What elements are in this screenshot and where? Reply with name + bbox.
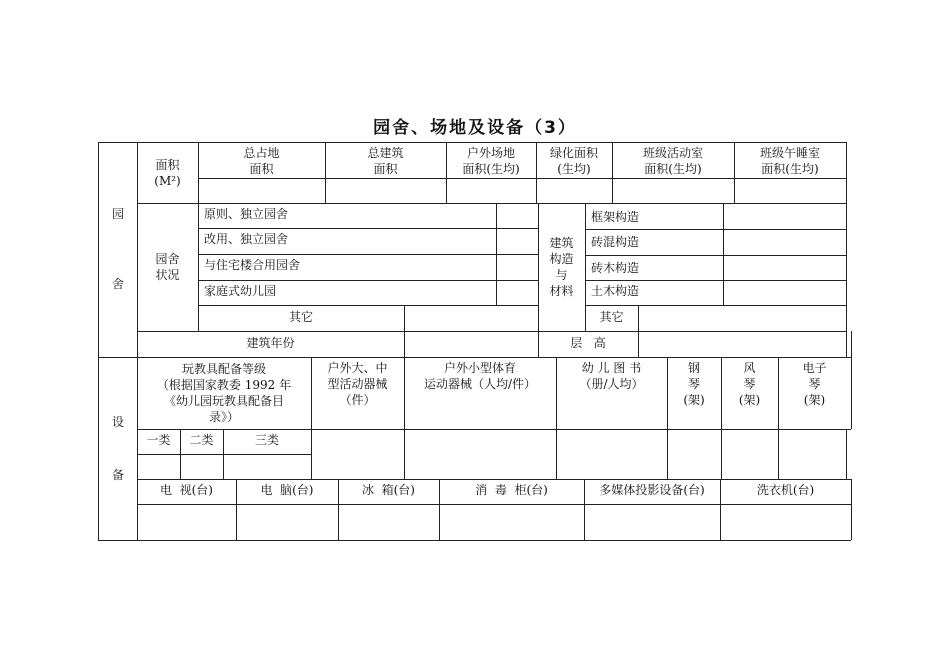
outdoor-large-equipment-header: 户外大、中 型活动器械 （件） (327, 361, 388, 407)
outdoor-small-equipment-header: 户外小型体育 运动器械（人均/件） (423, 361, 537, 391)
status-row-label: 原则、独立园舍 (204, 207, 289, 221)
grade-row-bottom (137, 454, 311, 455)
status-label: 园舍 状况 (155, 252, 180, 282)
other-value-line (638, 305, 639, 331)
equipment-border-right-lower (846, 429, 847, 479)
appliance-header: 多媒体投影设备(台) (599, 483, 705, 497)
page-title: 园舍、场地及设备（3） (373, 118, 577, 138)
area-col-header: 总建筑 面积 (367, 145, 404, 176)
other-value-line (404, 305, 405, 357)
appliance-header: 消 毒 柜(台) (475, 483, 548, 497)
piano-header: 钢 琴 (架) (683, 361, 705, 407)
grade-three-label: 三类 (254, 433, 279, 447)
appliance-header: 电 脑(台) (260, 483, 314, 497)
structure-value-line (723, 203, 724, 305)
structure-label: 建筑 构造 与 材料 (549, 236, 574, 298)
structure-row-label: 土木构造 (591, 283, 640, 298)
area-label: 面积 (M²) (154, 157, 181, 188)
section-label-she2: 设 (111, 415, 124, 429)
electronic-keyboard-header: 电子 琴 (架) (802, 361, 827, 407)
status-row-label: 家庭式幼儿园 (204, 284, 277, 298)
table-border-right-a (846, 142, 847, 357)
section-label-yuan: 园 (111, 207, 124, 221)
appliance-header: 洗衣机(台) (756, 483, 815, 497)
section-label-she: 舍 (111, 277, 124, 291)
status-row-label: 改用、独立园舍 (204, 232, 289, 246)
table-border-bottom (98, 540, 851, 541)
appliance-header: 电 视(台) (160, 483, 213, 497)
structure-other-label: 其它 (599, 310, 624, 324)
area-col-header: 班级午睡室 面积(生均) (759, 145, 820, 176)
children-books-header: 幼 儿 图 书 （册/人均） (579, 361, 644, 391)
area-col-header: 绿化面积 (生均) (549, 145, 598, 176)
organ-header: 风 琴 (架) (738, 361, 761, 407)
grade-two-label: 二类 (189, 433, 214, 447)
structure-row-label: 砖木构造 (591, 260, 640, 275)
appliance-header-bottom (137, 504, 851, 505)
grade-one-label: 一类 (146, 433, 171, 447)
building-year-label: 建筑年份 (246, 336, 295, 350)
area-header-bottom (198, 178, 846, 179)
floors-value-line (638, 331, 639, 357)
appliance-border-right (851, 479, 852, 540)
floor-height-label: 层 高 (570, 336, 606, 350)
equipment-border-right (851, 357, 852, 429)
table-border-right-row (851, 331, 852, 357)
status-value-line (496, 203, 497, 305)
status-row-label: 与住宅楼合用园舍 (204, 258, 301, 272)
area-col-header: 总占地 面积 (243, 145, 280, 176)
appliance-header: 冰 箱(台) (362, 483, 415, 497)
area-col-header: 班级活动室 面积(生均) (642, 145, 703, 176)
section-label-bei: 备 (111, 468, 124, 482)
status-other-label: 其它 (288, 310, 313, 324)
structure-row-label: 砖混构造 (591, 235, 640, 249)
area-col-header: 户外场地 面积(生均) (462, 145, 520, 176)
toy-grade-header: 玩教具配备等级 （根据国家教委 1992 年 《幼儿园玩教具配备目 录》） (156, 362, 292, 424)
structure-row-label: 框架构造 (591, 209, 640, 224)
table-border-left (98, 142, 99, 540)
